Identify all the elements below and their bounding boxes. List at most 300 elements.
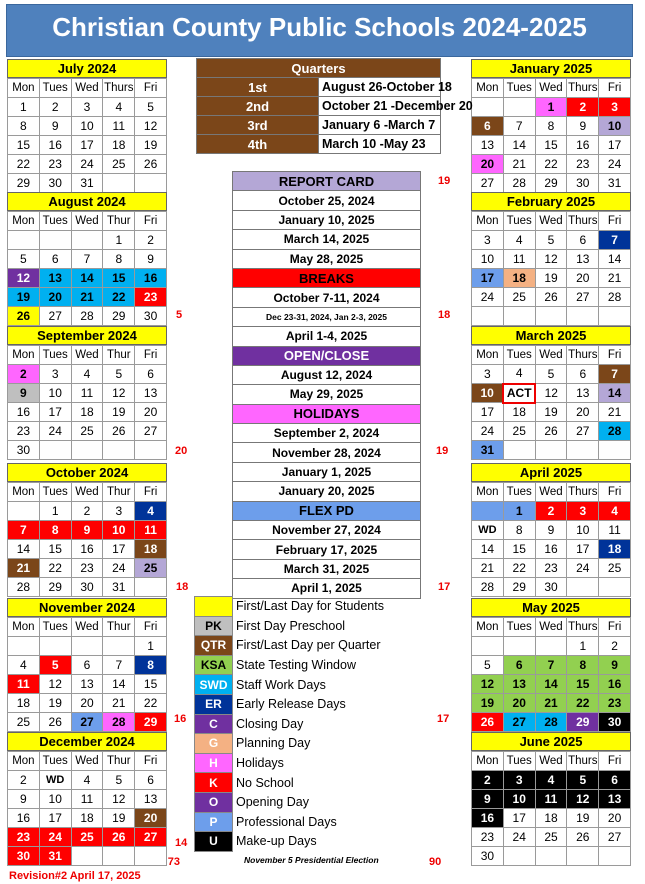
month-block bbox=[7, 732, 167, 866]
month-grid bbox=[471, 78, 631, 193]
day-cell: 21 bbox=[472, 559, 504, 578]
day-cell: 19 bbox=[535, 403, 567, 422]
day-cell: 5 bbox=[535, 231, 567, 250]
day-cell: 21 bbox=[599, 403, 631, 422]
day-cell: 18 bbox=[71, 809, 103, 828]
day-cell: 28 bbox=[103, 713, 135, 732]
day-cell: 26 bbox=[103, 422, 135, 441]
legend-swatch bbox=[195, 597, 233, 617]
key-date: November 28, 2024 bbox=[233, 443, 421, 462]
day-cell: 12 bbox=[8, 269, 40, 288]
day-cell: 15 bbox=[103, 269, 135, 288]
legend-swatch: QTR bbox=[195, 636, 233, 656]
month-grid bbox=[7, 345, 167, 460]
month-title: March 2025 bbox=[471, 326, 631, 345]
day-cell: 22 bbox=[503, 559, 535, 578]
key-date: November 27, 2024 bbox=[233, 521, 421, 540]
weekday-header: Wed bbox=[535, 79, 567, 98]
weekday-header: Wed bbox=[535, 212, 567, 231]
day-cell: 4 bbox=[135, 502, 167, 521]
weekday-header: Thurs bbox=[567, 212, 599, 231]
day-cell: 24 bbox=[472, 288, 504, 307]
weekday-header: Tues bbox=[39, 346, 71, 365]
key-date: October 25, 2024 bbox=[233, 191, 421, 210]
key-date: May 29, 2025 bbox=[233, 385, 421, 404]
day-cell: 7 bbox=[599, 231, 631, 250]
day-cell: 16 bbox=[599, 675, 631, 694]
day-cell: 18 bbox=[8, 694, 40, 713]
day-cell: 12 bbox=[39, 675, 71, 694]
day-cell: 15 bbox=[503, 540, 535, 559]
day-cell: 9 bbox=[71, 521, 103, 540]
weekday-header: Wed bbox=[535, 618, 567, 637]
day-cell: 27 bbox=[39, 307, 71, 326]
day-cell bbox=[71, 847, 103, 866]
day-cell bbox=[599, 847, 631, 866]
day-cell: 18 bbox=[599, 540, 631, 559]
weekday-header: Fri bbox=[599, 79, 631, 98]
day-cell: 9 bbox=[567, 117, 599, 136]
day-cell: 11 bbox=[599, 521, 631, 540]
day-cell: 3 bbox=[39, 365, 71, 384]
day-cell: 15 bbox=[39, 540, 71, 559]
day-cell: 24 bbox=[503, 828, 535, 847]
day-cell: 27 bbox=[599, 828, 631, 847]
day-cell: 21 bbox=[535, 694, 567, 713]
weekday-header: Fri bbox=[599, 483, 631, 502]
section-header: HOLIDAYS bbox=[233, 404, 421, 423]
day-cell: 26 bbox=[135, 155, 167, 174]
day-cell: 19 bbox=[39, 694, 71, 713]
day-cell: 15 bbox=[135, 675, 167, 694]
weekday-header: Wed bbox=[535, 752, 567, 771]
day-cell: 27 bbox=[135, 828, 167, 847]
day-cell: 5 bbox=[103, 771, 135, 790]
day-cell: 14 bbox=[535, 675, 567, 694]
day-cell: 24 bbox=[599, 155, 631, 174]
weekday-header: Mon bbox=[472, 483, 504, 502]
day-cell: 10 bbox=[472, 384, 504, 403]
day-cell: 19 bbox=[567, 809, 599, 828]
day-cell bbox=[535, 307, 567, 326]
day-cell: 7 bbox=[503, 117, 535, 136]
day-cell: 26 bbox=[535, 288, 567, 307]
day-cell: 8 bbox=[103, 250, 135, 269]
day-cell: 22 bbox=[103, 288, 135, 307]
day-cell bbox=[71, 231, 103, 250]
day-cell: 16 bbox=[535, 540, 567, 559]
school-day-count: 18 bbox=[176, 581, 189, 593]
day-cell bbox=[535, 441, 567, 460]
day-cell: 4 bbox=[8, 656, 40, 675]
day-cell: 14 bbox=[103, 675, 135, 694]
day-cell: 13 bbox=[567, 384, 599, 403]
day-cell: 26 bbox=[567, 828, 599, 847]
day-cell: 22 bbox=[39, 559, 71, 578]
day-cell: 27 bbox=[567, 288, 599, 307]
day-cell bbox=[39, 637, 71, 656]
day-cell: 5 bbox=[39, 656, 71, 675]
election-note: November 5 Presidential Election bbox=[244, 855, 379, 865]
school-day-count: 5 bbox=[176, 309, 183, 321]
day-cell: 6 bbox=[39, 250, 71, 269]
day-cell: 1 bbox=[503, 502, 535, 521]
day-cell: 16 bbox=[135, 269, 167, 288]
weekday-header: Mon bbox=[8, 79, 40, 98]
day-cell bbox=[135, 578, 167, 597]
day-cell: 2 bbox=[8, 365, 40, 384]
day-cell: 16 bbox=[8, 809, 40, 828]
day-cell: 1 bbox=[39, 502, 71, 521]
month-block bbox=[471, 732, 631, 866]
day-cell: 24 bbox=[39, 422, 71, 441]
day-cell: 26 bbox=[535, 422, 567, 441]
day-cell: 23 bbox=[535, 559, 567, 578]
day-cell: 13 bbox=[599, 790, 631, 809]
weekday-header: Fri bbox=[599, 346, 631, 365]
day-cell bbox=[472, 98, 504, 117]
day-cell: 20 bbox=[599, 809, 631, 828]
day-cell: 5 bbox=[567, 771, 599, 790]
day-cell: 27 bbox=[567, 422, 599, 441]
day-cell: 22 bbox=[135, 694, 167, 713]
day-cell: 30 bbox=[472, 847, 504, 866]
day-cell: 23 bbox=[8, 828, 40, 847]
day-cell: 2 bbox=[599, 637, 631, 656]
day-cell bbox=[599, 578, 631, 597]
month-block bbox=[471, 192, 631, 326]
day-cell: 2 bbox=[39, 98, 71, 117]
day-cell: 23 bbox=[135, 288, 167, 307]
day-cell bbox=[503, 441, 535, 460]
day-cell: 11 bbox=[503, 250, 535, 269]
weekday-header: Mon bbox=[472, 618, 504, 637]
day-cell: 14 bbox=[8, 540, 40, 559]
key-dates-table bbox=[232, 171, 421, 599]
day-cell: 15 bbox=[567, 675, 599, 694]
day-cell: 31 bbox=[39, 847, 71, 866]
day-cell bbox=[567, 307, 599, 326]
day-cell: 1 bbox=[135, 637, 167, 656]
day-cell: 11 bbox=[535, 790, 567, 809]
day-cell: 18 bbox=[535, 809, 567, 828]
day-cell: 2 bbox=[8, 771, 40, 790]
day-cell bbox=[71, 637, 103, 656]
day-cell: WD bbox=[39, 771, 71, 790]
day-cell: 13 bbox=[503, 675, 535, 694]
day-cell: 21 bbox=[599, 269, 631, 288]
day-cell: 19 bbox=[103, 809, 135, 828]
day-cell: 12 bbox=[472, 675, 504, 694]
day-cell: 11 bbox=[135, 521, 167, 540]
day-cell: 17 bbox=[503, 809, 535, 828]
weekday-header: Thurs bbox=[567, 752, 599, 771]
day-cell: 18 bbox=[135, 540, 167, 559]
day-cell bbox=[135, 441, 167, 460]
day-cell: 5 bbox=[535, 365, 567, 384]
key-date: September 2, 2024 bbox=[233, 424, 421, 443]
day-cell: 29 bbox=[535, 174, 567, 193]
key-date: October 7-11, 2024 bbox=[233, 288, 421, 307]
legend-swatch: K bbox=[195, 773, 233, 793]
weekday-header: Fri bbox=[599, 618, 631, 637]
weekday-header: Tues bbox=[39, 212, 71, 231]
key-date: March 14, 2025 bbox=[233, 230, 421, 249]
weekday-header: Fri bbox=[135, 483, 167, 502]
month-title: November 2024 bbox=[7, 598, 167, 617]
weekday-header: Fri bbox=[135, 346, 167, 365]
day-cell: 17 bbox=[39, 403, 71, 422]
day-cell: 4 bbox=[103, 98, 135, 117]
day-cell: 24 bbox=[472, 422, 504, 441]
day-cell: 28 bbox=[71, 307, 103, 326]
month-block bbox=[471, 59, 631, 193]
month-grid bbox=[471, 211, 631, 326]
day-cell: 4 bbox=[599, 502, 631, 521]
day-cell: 1 bbox=[567, 637, 599, 656]
month-title: August 2024 bbox=[7, 192, 167, 211]
day-cell: 28 bbox=[8, 578, 40, 597]
day-cell: 16 bbox=[472, 809, 504, 828]
day-cell: 5 bbox=[135, 98, 167, 117]
day-cell: 26 bbox=[472, 713, 504, 732]
day-cell: 9 bbox=[8, 790, 40, 809]
key-date: Dec 23-31, 2024, Jan 2-3, 2025 bbox=[233, 307, 421, 326]
day-cell: 1 bbox=[103, 231, 135, 250]
day-cell: 6 bbox=[71, 656, 103, 675]
day-cell: 7 bbox=[599, 365, 631, 384]
legend-label: Holidays bbox=[236, 756, 284, 771]
day-cell: 19 bbox=[535, 269, 567, 288]
weekday-header: Fri bbox=[135, 752, 167, 771]
day-cell: 10 bbox=[103, 521, 135, 540]
quarter-number: 4th bbox=[197, 135, 319, 154]
day-cell: 29 bbox=[135, 713, 167, 732]
day-cell bbox=[535, 637, 567, 656]
legend-label: Closing Day bbox=[236, 716, 304, 731]
section-header: OPEN/CLOSE bbox=[233, 346, 421, 365]
day-cell: 6 bbox=[599, 771, 631, 790]
weekday-header: Mon bbox=[472, 212, 504, 231]
weekday-header: Tues bbox=[39, 483, 71, 502]
month-title: September 2024 bbox=[7, 326, 167, 345]
legend-swatch: KSA bbox=[195, 655, 233, 675]
day-cell: 21 bbox=[503, 155, 535, 174]
day-cell: 25 bbox=[535, 828, 567, 847]
day-cell: 13 bbox=[71, 675, 103, 694]
day-cell bbox=[472, 502, 504, 521]
day-cell: 24 bbox=[39, 828, 71, 847]
weekday-header: Mon bbox=[472, 79, 504, 98]
weekday-header: Thurs bbox=[567, 346, 599, 365]
day-cell: 25 bbox=[503, 422, 535, 441]
month-title: January 2025 bbox=[471, 59, 631, 78]
month-grid bbox=[471, 751, 631, 866]
month-block bbox=[7, 59, 167, 193]
day-cell: 3 bbox=[71, 98, 103, 117]
day-cell: 12 bbox=[535, 250, 567, 269]
day-cell bbox=[103, 174, 135, 193]
day-cell: 27 bbox=[503, 713, 535, 732]
weekday-header: Thur bbox=[103, 212, 135, 231]
day-cell bbox=[103, 847, 135, 866]
month-block bbox=[7, 598, 167, 732]
weekday-header: Tues bbox=[503, 346, 535, 365]
day-cell: 17 bbox=[472, 269, 504, 288]
day-cell: 6 bbox=[135, 365, 167, 384]
day-cell bbox=[503, 637, 535, 656]
weekday-header: Tues bbox=[503, 79, 535, 98]
legend-swatch: C bbox=[195, 714, 233, 734]
day-cell: 27 bbox=[135, 422, 167, 441]
day-cell: 26 bbox=[103, 828, 135, 847]
key-date: January 20, 2025 bbox=[233, 482, 421, 501]
day-cell: 10 bbox=[39, 790, 71, 809]
day-cell: 24 bbox=[567, 559, 599, 578]
key-date: January 10, 2025 bbox=[233, 210, 421, 229]
day-cell: 31 bbox=[599, 174, 631, 193]
day-cell: 27 bbox=[472, 174, 504, 193]
day-cell: 21 bbox=[103, 694, 135, 713]
weekday-header: Thurs bbox=[567, 79, 599, 98]
day-cell: 3 bbox=[472, 231, 504, 250]
day-cell: 4 bbox=[535, 771, 567, 790]
day-cell: 19 bbox=[8, 288, 40, 307]
legend-label: Opening Day bbox=[236, 795, 309, 810]
day-cell: 13 bbox=[39, 269, 71, 288]
key-date: February 17, 2025 bbox=[233, 540, 421, 559]
day-cell: 12 bbox=[535, 384, 567, 403]
day-cell: 13 bbox=[472, 136, 504, 155]
key-date: April 1, 2025 bbox=[233, 579, 421, 598]
day-cell: 14 bbox=[503, 136, 535, 155]
day-cell: 2 bbox=[71, 502, 103, 521]
day-cell: 18 bbox=[103, 136, 135, 155]
day-cell: 18 bbox=[503, 269, 535, 288]
month-title: July 2024 bbox=[7, 59, 167, 78]
key-date: January 1, 2025 bbox=[233, 462, 421, 481]
day-cell: 13 bbox=[135, 790, 167, 809]
day-cell: 7 bbox=[535, 656, 567, 675]
weekday-header: Thur bbox=[103, 483, 135, 502]
day-cell: 3 bbox=[503, 771, 535, 790]
day-cell: 4 bbox=[71, 771, 103, 790]
day-cell: 12 bbox=[103, 790, 135, 809]
day-cell: 12 bbox=[135, 117, 167, 136]
day-cell: 29 bbox=[8, 174, 40, 193]
day-cell: 23 bbox=[71, 559, 103, 578]
day-cell: 8 bbox=[503, 521, 535, 540]
weekday-header: Thurs bbox=[567, 618, 599, 637]
day-cell: 20 bbox=[567, 403, 599, 422]
day-cell: 8 bbox=[39, 521, 71, 540]
section-header: BREAKS bbox=[233, 268, 421, 287]
school-day-count: 18 bbox=[438, 309, 451, 321]
day-cell bbox=[567, 578, 599, 597]
day-cell bbox=[8, 502, 40, 521]
day-cell bbox=[503, 98, 535, 117]
school-day-count: 17 bbox=[438, 581, 451, 593]
day-cell: 25 bbox=[103, 155, 135, 174]
weekday-header: Fri bbox=[135, 618, 167, 637]
day-cell: 7 bbox=[71, 250, 103, 269]
day-cell: 20 bbox=[472, 155, 504, 174]
day-cell: 27 bbox=[71, 713, 103, 732]
day-cell: 7 bbox=[8, 521, 40, 540]
day-cell: 1 bbox=[8, 98, 40, 117]
day-cell: 10 bbox=[39, 384, 71, 403]
day-cell: 15 bbox=[535, 136, 567, 155]
day-cell: 28 bbox=[599, 422, 631, 441]
day-cell bbox=[71, 441, 103, 460]
weekday-header: Thur bbox=[103, 346, 135, 365]
weekday-header: Mon bbox=[8, 618, 40, 637]
month-grid bbox=[471, 345, 631, 460]
day-cell bbox=[39, 441, 71, 460]
quarter-dates: August 26-October 18 bbox=[319, 78, 441, 97]
day-cell: 21 bbox=[71, 288, 103, 307]
day-cell: 11 bbox=[71, 790, 103, 809]
day-cell: 13 bbox=[135, 384, 167, 403]
weekday-header: Wed bbox=[71, 79, 103, 98]
day-cell: 3 bbox=[599, 98, 631, 117]
legend-swatch: H bbox=[195, 753, 233, 773]
day-cell: 9 bbox=[135, 250, 167, 269]
day-cell: 5 bbox=[103, 365, 135, 384]
day-cell: 29 bbox=[503, 578, 535, 597]
legend-swatch: PK bbox=[195, 616, 233, 636]
legend-swatch: G bbox=[195, 734, 233, 754]
day-cell: 17 bbox=[599, 136, 631, 155]
weekday-header: Wed bbox=[71, 618, 103, 637]
weekday-header: Tues bbox=[503, 483, 535, 502]
day-cell: 28 bbox=[472, 578, 504, 597]
month-grid bbox=[7, 751, 167, 866]
day-cell: 2 bbox=[567, 98, 599, 117]
day-cell: 12 bbox=[567, 790, 599, 809]
day-cell: 1 bbox=[535, 98, 567, 117]
day-cell: 14 bbox=[599, 250, 631, 269]
day-cell: 19 bbox=[135, 136, 167, 155]
day-cell: 16 bbox=[39, 136, 71, 155]
day-cell: 26 bbox=[8, 307, 40, 326]
weekday-header: Tues bbox=[39, 618, 71, 637]
school-day-count: 19 bbox=[438, 175, 451, 187]
legend-label: Planning Day bbox=[236, 736, 311, 751]
day-cell bbox=[8, 637, 40, 656]
legend-swatch: P bbox=[195, 812, 233, 832]
day-cell: 14 bbox=[472, 540, 504, 559]
month-block bbox=[471, 598, 631, 732]
weekday-header: Fri bbox=[135, 212, 167, 231]
day-cell: 30 bbox=[8, 441, 40, 460]
quarters-table bbox=[196, 58, 473, 154]
legend-label: First/Last Day per Quarter bbox=[236, 638, 381, 653]
day-cell: 28 bbox=[503, 174, 535, 193]
day-cell: 9 bbox=[39, 117, 71, 136]
month-title: May 2025 bbox=[471, 598, 631, 617]
day-cell: 22 bbox=[535, 155, 567, 174]
day-cell: 19 bbox=[103, 403, 135, 422]
weekday-header: Tues bbox=[503, 618, 535, 637]
day-cell: 25 bbox=[71, 422, 103, 441]
weekday-header: Thur bbox=[103, 752, 135, 771]
month-block bbox=[471, 326, 631, 460]
day-cell: 30 bbox=[535, 578, 567, 597]
day-cell: 9 bbox=[8, 384, 40, 403]
day-cell: 17 bbox=[39, 809, 71, 828]
weekday-header: Wed bbox=[71, 752, 103, 771]
